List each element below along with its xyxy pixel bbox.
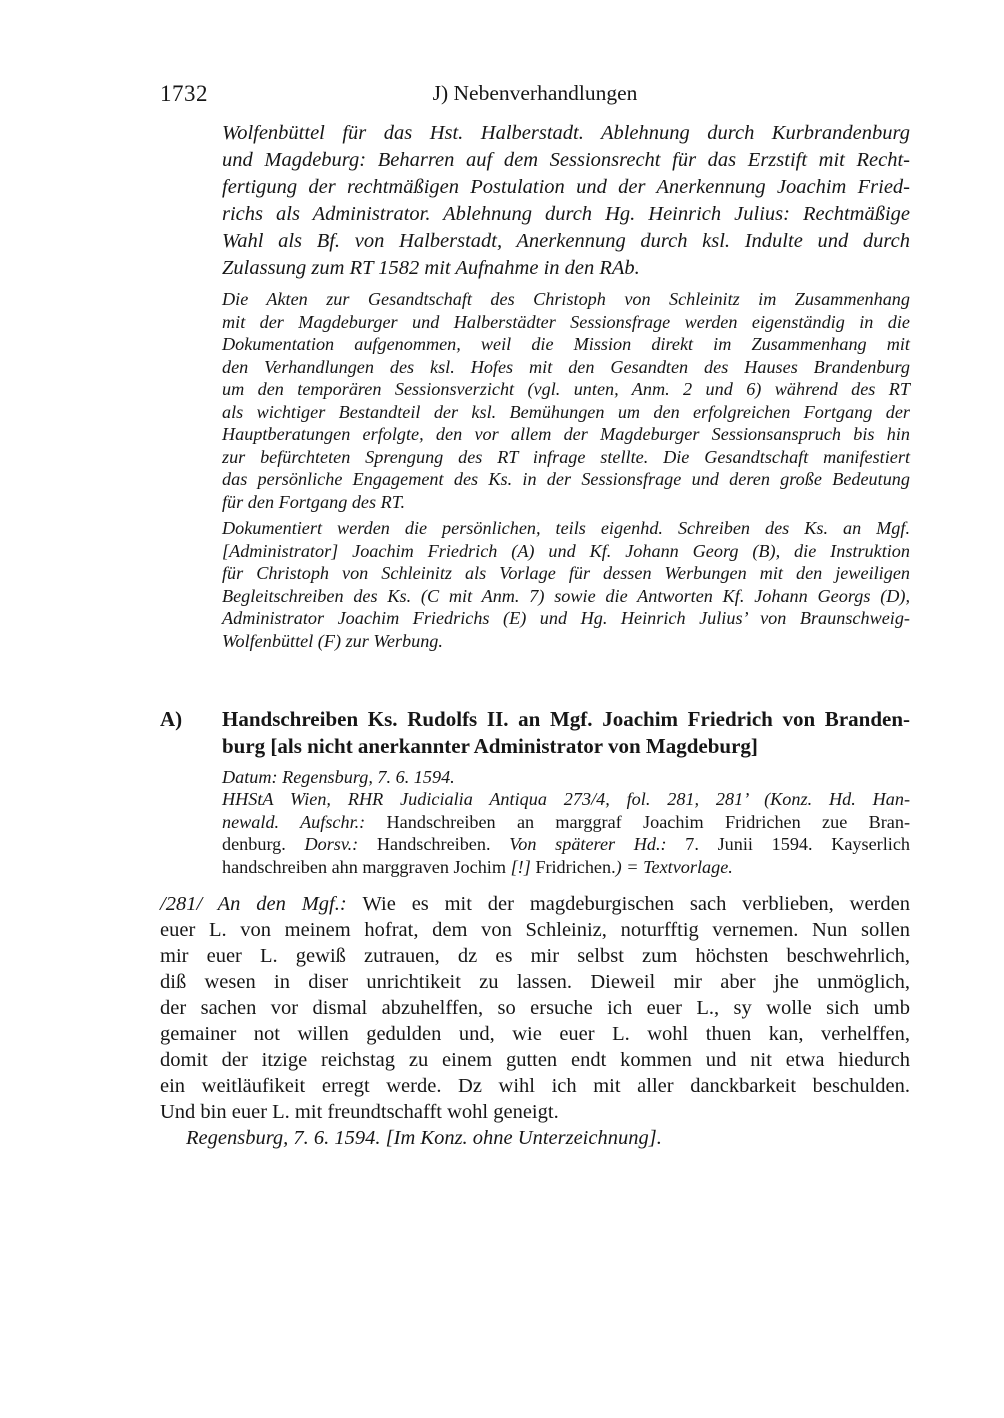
text-line: newald. Aufschr.: Handschreiben an marggraf Joachim Fridrichen zue Bran- [222,811,910,832]
text-line: /281/ An den Mgf.: Wie es mit der magdeburgischen sach verblieben, werden [160,893,910,916]
text-line: Handschreiben Ks. Rudolfs II. an Mgf. Joachim Friedrich von Branden- [222,707,910,731]
page-number: 1732 [160,81,208,106]
section-a-label: A) [160,707,183,731]
text-line: handschreiben ahn marggraven Jochim [!] Fridrichen.) = Textvorlage. [222,856,733,877]
text-line: den Verhandlungen des ksl. Hofes mit den Gesandten des Hauses Brandenburg [222,356,910,377]
text-line: und Magdeburg: Beharren auf dem Sessionsrecht für das Erzstift mit Recht- [222,149,910,171]
running-head: J) Nebenverhandlungen [432,81,638,105]
page-header [160,80,910,107]
text-line: denburg. Dorsv.: Handschreiben. Von späterer Hd.: 7. Junii 1594. Kayserlich [222,834,911,855]
section-a-title [222,706,910,760]
text-line: zur befürchteten Sprengung des RT infrage stellte. Die Gesandtschaft manifestiert [222,446,910,467]
text-line: Datum: Regensburg, 7. 6. 1594. [222,767,455,787]
text-line: Wolfenbüttel (F) zur Werbung. [222,630,443,651]
text-line: ein weitläufikeit erregt werde. Dz wihl ich mit aller danckbarkeit beschulden. [160,1075,910,1098]
text-column [160,80,910,1151]
text-line: mir euer L. gewiß zutrauen, dz es mir selbst zum höchsten beschwehrlich, [160,945,910,968]
text-line: für den Fortgang des RT. [222,491,406,512]
text-line: richs als Administrator. Ablehnung durch Hg. Heinrich Julius: Rechtmäßige [222,203,910,225]
text-line: Dokumentiert werden die persönlichen, teils eigenhd. Schreiben des Ks. an Mgf. [222,518,910,538]
text-line: domit der itzige reichstag zu einem gutten endt kommen und nit etwa hiedurch [160,1049,910,1072]
text-line: Wahl als Bf. von Halberstadt, Anerkennung durch ksl. Indulte und durch [222,230,910,252]
text-line: fertigung der rechtmäßigen Postulation und der Anerkennung Joachim Fried- [222,176,910,198]
letter-text [160,891,910,1151]
text-line: gemainer not willen gedulden und, wie euer L. wohl thuen kan, verhelffen, [160,1023,910,1046]
text-line: Administrator Joachim Friedrichs (E) und Hg. Heinrich Julius’ von Braunschweig- [222,608,910,628]
text-line: Regensburg, 7. 6. 1594. [Im Konz. ohne Unterzeichnung]. [186,1127,662,1150]
editorial-note-1 [222,288,910,513]
text-line: diß wesen in diser unrichtikeit zu lassen. Dieweil mir aber jhe unmöglich, [160,971,910,994]
text-line: Die Akten zur Gesandtschaft des Christoph von Schleinitz im Zusammenhang [222,289,910,309]
text-line: HHStA Wien, RHR Judicialia Antiqua 273/4, fol. 281, 281’ (Konz. Hd. Han- [222,789,910,810]
text-line: der sachen vor dismal abzuhelffen, so ersuche ich euer L., sy wolle sich umb [160,997,910,1020]
source-description [222,788,910,878]
text-line: burg [als nicht anerkannter Administrator von Magdeburg] [222,734,758,758]
text-line: für Christoph von Schleinitz als Vorlage für dessen Werbungen mit den jeweiligen [222,563,910,583]
editorial-note-2 [222,517,910,652]
section-a-heading [160,706,910,760]
text-line: euer L. von meinem hofrat, dem von Schleiniz, noturfftig vernemen. Nun sollen [160,919,910,942]
text-line: als wichtiger Bestandteil der ksl. Bemühungen um den erfolgreichen Fortgang der [222,401,910,422]
summary-paragraph [222,120,910,282]
text-line: Dokumentation aufgenommen, weil die Mission direkt im Zusammenhang mit [222,334,910,354]
text-line: mit der Magdeburger und Halberstädter Sessionsfrage werden eigenständig in die [222,311,910,332]
text-line: Wolfenbüttel für das Hst. Halberstadt. Ablehnung durch Kurbrandenburg [222,122,910,144]
datum-line [222,766,910,788]
text-line: Zulassung zum RT 1582 mit Aufnahme in den RAb. [222,257,640,279]
text-line: [Administrator] Joachim Friedrich (A) und Kf. Johann Georg (B), die Instruktion [222,540,910,561]
text-line: das persönliche Engagement des Ks. in der Sessionsfrage und deren große Bedeutung [222,469,910,489]
text-line: Hauptberatungen erfolgte, den vor allem der Magdeburger Sessionsanspruch bis hin [222,424,910,444]
text-line: um den temporären Sessionsverzicht (vgl. unten, Anm. 2 und 6) während des RT [222,379,910,399]
text-line: Begleitschreiben des Ks. (C mit Anm. 7) sowie die Antworten Kf. Johann Georgs (D), [222,585,910,606]
text-line: Und bin euer L. mit freundtschafft wohl geneigt. [160,1101,559,1124]
